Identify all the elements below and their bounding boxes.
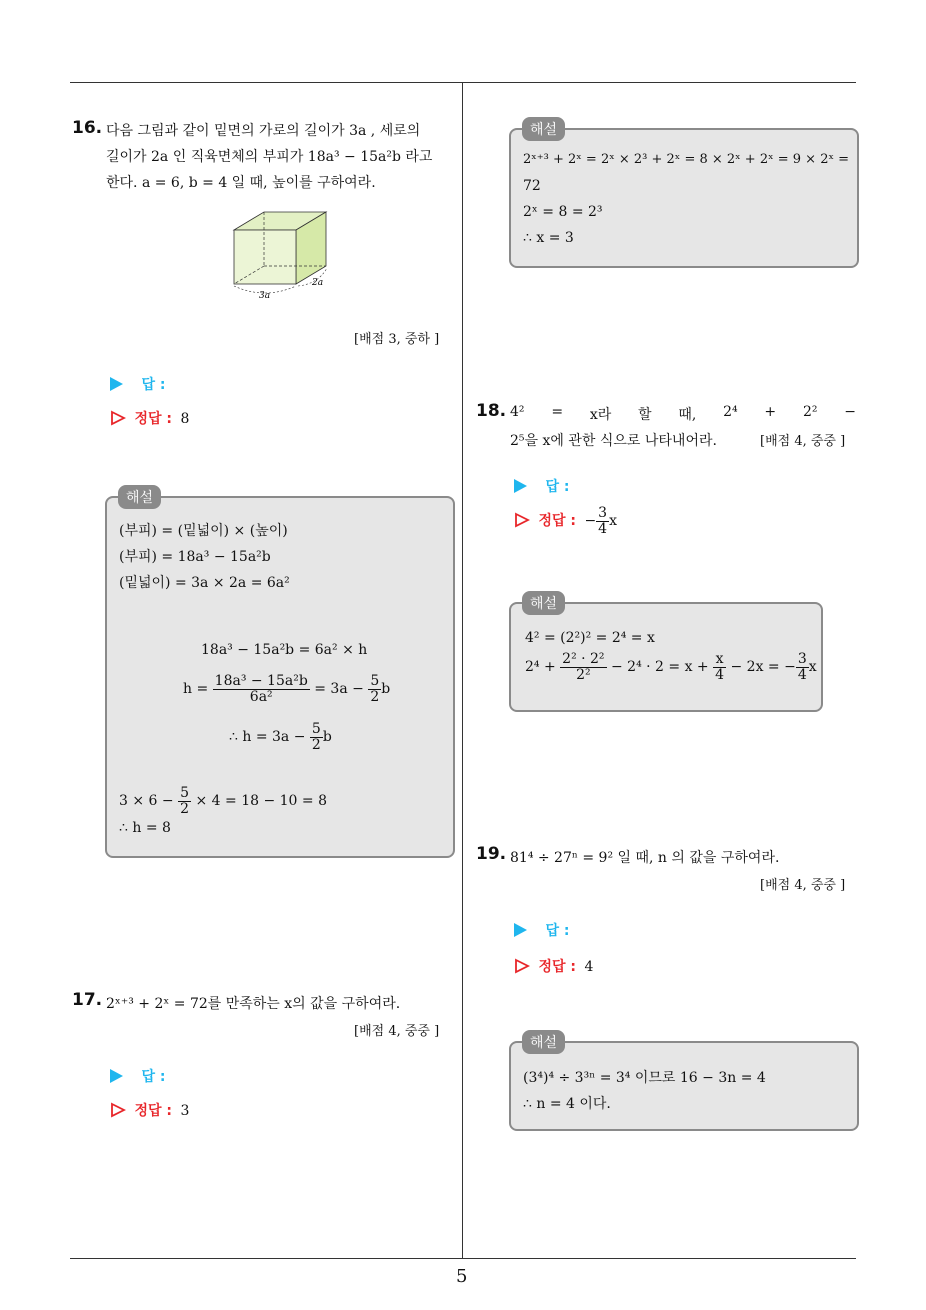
score-tag: [배점 4, 중중 ]: [760, 878, 846, 893]
answer-row: [110, 1066, 165, 1086]
question-text-line: 한다. a = 6, b = 4 일 때, 높이를 구하여라.: [106, 175, 376, 191]
correct-label: 정답 :: [134, 411, 172, 427]
solution-line: ∴ n = 4 이다.: [523, 1096, 611, 1112]
solution-line: (부피) = 18a³ − 15a²b: [119, 549, 271, 565]
play-icon: [514, 479, 527, 493]
solution-tag: 해설: [118, 485, 161, 509]
question-text-line: 다음 그림과 같이 밑면의 가로의 길이가 3a , 세로의: [106, 123, 421, 139]
solution-line: ∴ h = 8: [119, 820, 171, 836]
score-tag: [배점 4, 중중 ]: [760, 434, 846, 449]
solution-box: [509, 1041, 859, 1131]
column-divider: [462, 82, 463, 1259]
solution-box: [509, 602, 823, 712]
depth-label: 2a: [312, 278, 324, 288]
solution-line: 2ˣ = 8 = 2³: [523, 204, 603, 220]
correct-value: 4: [584, 959, 594, 975]
correct-answer-row: [514, 956, 593, 976]
solution-box: [105, 496, 455, 858]
question-text-line: 81⁴ ÷ 27ⁿ = 9² 일 때, n 의 값을 구하여라.: [510, 850, 780, 866]
solution-line: 3 × 6 − $\frac{5}{2}$ × 4 = 18 − 10 = 8: [119, 785, 327, 817]
page-number: 5: [456, 1266, 468, 1287]
correct-value: 3: [180, 1103, 190, 1119]
solution-line: 2⁴ + $\frac{\text{2² · 2²}}{\text{2²}}$ − 2⁴ · 2 = x + $\frac{x}{4}$ − 2x = − $\frac{3}{4}$ x: [525, 651, 817, 683]
question-text-line: 2ˣ⁺³ + 2ˣ = 72를 만족하는 x의 값을 구하여라.: [106, 996, 401, 1012]
solution-tag: 해설: [522, 591, 565, 615]
top-rule: [70, 82, 856, 83]
correct-label: 정답 :: [134, 1103, 172, 1119]
solution-tag: 해설: [522, 1030, 565, 1054]
answer-label: 답 :: [141, 377, 166, 393]
solution-line: 18a³ − 15a²b = 6a² × h: [201, 642, 368, 658]
answer-label: 답 :: [545, 923, 570, 939]
answer-row: [110, 374, 165, 394]
solution-line: (밑넓이) = 3a × 2a = 6a²: [119, 575, 290, 591]
bottom-rule: [70, 1258, 856, 1259]
play-icon: [110, 1069, 123, 1083]
question-text-line: 길이가 2a 인 직육면체의 부피가 18a³ − 15a²b 라고: [106, 149, 433, 165]
solution-line: ∴ x = 3: [523, 230, 574, 246]
correct-label: 정답 :: [538, 959, 576, 975]
correct-answer-row: [110, 408, 189, 428]
outline-play-icon: [110, 410, 126, 426]
answer-row: [514, 920, 569, 940]
solution-tag: 해설: [522, 117, 565, 141]
correct-answer-row: [110, 1100, 189, 1120]
question-number: 16.: [72, 118, 103, 138]
outline-play-icon: [110, 1102, 126, 1118]
correct-answer-row: [514, 506, 617, 536]
correct-value: − $\frac{3}{4}$ x: [584, 505, 617, 537]
score-tag: [배점 3, 중하 ]: [354, 332, 440, 347]
solution-line: 2ˣ⁺³ + 2ˣ = 2ˣ × 2³ + 2ˣ = 8 × 2ˣ + 2ˣ = 9 × 2ˣ =: [523, 152, 850, 167]
play-icon: [110, 377, 123, 391]
question-text-line: 2⁵을 x에 관한 식으로 나타내어라.: [510, 433, 717, 449]
answer-label: 답 :: [545, 479, 570, 495]
correct-label: 정답 :: [538, 513, 576, 530]
cuboid-figure: [228, 208, 338, 300]
score-tag: [배점 4, 중중 ]: [354, 1024, 440, 1039]
question-number: 18.: [476, 401, 507, 421]
question-number: 17.: [72, 990, 103, 1010]
solution-line: 4² = (2²)² = 2⁴ = x: [525, 630, 655, 646]
solution-line: (3⁴)⁴ ÷ 3³ⁿ = 3⁴ 이므로 16 − 3n = 4: [523, 1070, 766, 1086]
outline-play-icon: [514, 958, 530, 974]
solution-box: [509, 128, 859, 268]
play-icon: [514, 923, 527, 937]
question-text-line: 4² = x라 할 때, 2⁴ + 2² −: [510, 404, 856, 423]
solution-line: h = $\frac{\text{18a³ − 15a²b}}{\text{6a²}}$ = 3a − $\frac{5}{2}$ b: [183, 673, 391, 705]
solution-line: 72: [523, 178, 541, 194]
width-label: 3a: [259, 291, 271, 300]
outline-play-icon: [514, 512, 530, 528]
answer-row: [514, 476, 569, 496]
answer-label: 답 :: [141, 1069, 166, 1085]
solution-line: ∴ h = 3a − $\frac{5}{2}$ b: [229, 721, 332, 753]
question-number: 19.: [476, 844, 507, 864]
correct-value: 8: [180, 411, 190, 427]
solution-line: (부피) = (밑넓이) × (높이): [119, 523, 288, 539]
